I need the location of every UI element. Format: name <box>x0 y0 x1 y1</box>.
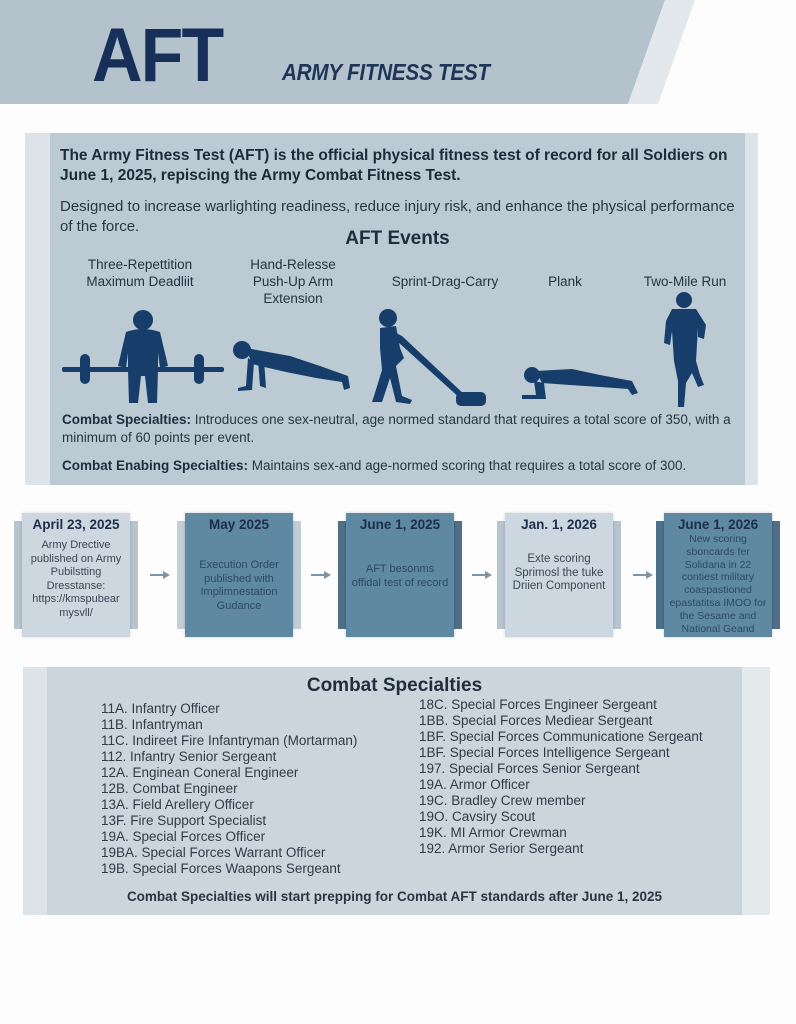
list-item: 19K. MI Armor Crewman <box>419 825 567 840</box>
timeline-card <box>664 513 772 637</box>
list-item: 19O. Cavsiry Scout <box>419 809 536 824</box>
timeline-card <box>346 513 454 637</box>
event-label-deadlift: Three-Repettition Maximum Deadliit <box>86 257 194 289</box>
list-item: 1BF. Special Forces Communicatione Sergeant <box>419 729 703 744</box>
list-item: 18C. Special Forces Engineer Sergeant <box>419 697 657 712</box>
list-item: 19C. Bradley Crew member <box>419 793 586 808</box>
standard-combat-enabling <box>62 457 742 475</box>
timeline-description: New scoring sboncards fer Solidana in 22 contiest military coaspastioned epastatitsa IMOO for the Sesame and National Geand <box>669 533 767 635</box>
timeline-date: June 1, 2026 <box>677 517 759 532</box>
specialties-panel <box>47 667 742 915</box>
standard-enabling-heading: Combat Enabing Specialties: <box>62 458 249 473</box>
timeline-description: Army Drective published on Army Pubilstting Dresstanse: https://kmspubear mysvll/ <box>30 539 122 619</box>
event-label-push-up: Hand-Relesse Push-Up Arm Extension <box>250 257 336 306</box>
standard-combat <box>62 411 742 447</box>
list-item: 11C. Indireet Fire Infantryman (Mortarman) <box>101 733 358 748</box>
arrow-right-icon <box>472 570 492 580</box>
intro-purpose: Designed to increase warlighting readiness, reduce injury risk, and enhance the physical performance of the force. <box>60 198 735 235</box>
timeline-description: Exte scoring Sprimosl the tuke Driien Component <box>512 553 606 592</box>
specialties-list-left <box>101 701 357 877</box>
list-item: 1BF. Special Forces Intelligence Sergeant <box>419 745 670 760</box>
timeline-date: April 23, 2025 <box>32 517 120 532</box>
list-item: 112. Infantry Senior Sergeant <box>101 749 277 764</box>
list-item: 1BB. Special Forces Mediear Sergeant <box>419 713 653 728</box>
list-item: 12A. Enginean Coneral Engineer <box>101 765 299 780</box>
deadlift-icon <box>60 308 230 408</box>
timeline-description: AFT besonms offidal test of record <box>351 563 449 589</box>
event-label-plank: Plank <box>548 274 582 289</box>
list-item: 12B. Combat Engineer <box>101 781 238 796</box>
list-item: 11B. Infantryman <box>101 717 203 732</box>
timeline-description: Execution Order published with Implimnestation Gudance <box>199 559 279 612</box>
list-item: 197. Special Forces Senior Sergeant <box>419 761 640 776</box>
list-item: 19A. Armor Officer <box>419 777 530 792</box>
page-subtitle: ARMY FITNESS TEST <box>282 59 490 85</box>
push-up-icon <box>230 338 355 398</box>
standard-combat-heading: Combat Specialties: <box>62 412 192 427</box>
arrow-right-icon <box>633 570 653 580</box>
list-item: 19BA. Special Forces Warrant Officer <box>101 845 326 860</box>
runner-icon <box>662 291 712 411</box>
list-item: 13F. Fire Support Specialist <box>101 813 267 828</box>
timeline-date: Jan. 1, 2026 <box>521 517 597 532</box>
arrow-right-icon <box>150 570 170 580</box>
sprint-drag-carry-icon <box>370 308 500 408</box>
plank-icon <box>520 363 645 403</box>
events-title: AFT Events <box>345 228 450 249</box>
list-item: 11A. Infantry Officer <box>101 701 220 716</box>
standard-combat-text: Introduces one sex-neutral, age normed standard that requires a total score of 350, with a minimum of 60 points per event. <box>62 412 731 445</box>
aft-logo: AFT <box>92 13 223 98</box>
list-item: 13A. Field Arellery Officer <box>101 797 254 812</box>
intro-lead: The Army Fitness Test (AFT) is the official physical fitness test of record for all Soldiers on June 1, 2025, repiscing the Army Combat Fitness Test. <box>60 147 728 184</box>
timeline-card <box>505 513 613 637</box>
intro-panel <box>50 133 745 485</box>
header-banner <box>0 0 796 104</box>
list-item: 19A. Special Forces Officer <box>101 829 266 844</box>
specialties-footer: Combat Specialties will start prepping for Combat AFT standards after June 1, 2025 <box>126 889 663 904</box>
arrow-right-icon <box>311 570 331 580</box>
timeline-card <box>22 513 130 637</box>
standard-enabling-text: Maintains sex-and age-normed scoring that requires a total score of 300. <box>248 458 687 473</box>
specialties-accent <box>742 667 770 915</box>
specialties-title: Combat Specialties <box>306 675 483 696</box>
timeline-card <box>185 513 293 637</box>
event-label-two-mile-run: Two-Mile Run <box>643 274 727 289</box>
timeline-date: June 1, 2025 <box>359 517 441 532</box>
timeline-date: May 2025 <box>208 517 270 532</box>
list-item: 192. Armor Serior Sergeant <box>419 841 584 856</box>
event-label-sprint-drag-carry: Sprint-Drag-Carry <box>391 274 499 289</box>
list-item: 19B. Special Forces Waapons Sergeant <box>101 861 341 876</box>
specialties-list-right <box>419 697 703 857</box>
